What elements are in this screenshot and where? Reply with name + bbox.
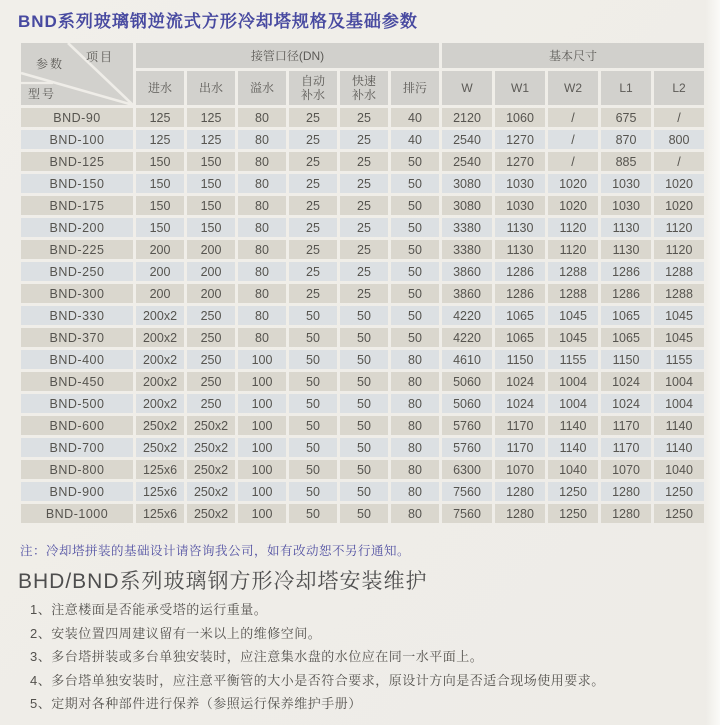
value-cell: 250x2 xyxy=(187,438,235,457)
value-cell: 5060 xyxy=(442,394,492,413)
value-cell: 80 xyxy=(238,262,286,281)
value-cell: 150 xyxy=(187,218,235,237)
model-cell: BND-800 xyxy=(21,460,133,479)
value-cell: 50 xyxy=(391,262,439,281)
value-cell: 1288 xyxy=(548,284,598,303)
list-item: 5、定期对各种部件进行保养（参照运行保养维护手册） xyxy=(30,696,362,711)
value-cell: 80 xyxy=(391,460,439,479)
value-cell: 1286 xyxy=(495,284,545,303)
model-cell: BND-700 xyxy=(21,438,133,457)
model-cell: BND-500 xyxy=(21,394,133,413)
list-item: 2、安装位置四周建议留有一米以上的维修空间。 xyxy=(30,625,322,641)
list-item: 4、多台塔单独安装时，应注意平衡管的大小是否符合要求，原设计方向是否适合现场使用要求。 xyxy=(30,672,605,688)
diagonal-header-cell xyxy=(21,43,133,105)
value-cell: 80 xyxy=(238,218,286,237)
value-cell: 1288 xyxy=(654,262,704,281)
value-cell: 1288 xyxy=(654,284,704,303)
value-cell: 7560 xyxy=(442,482,492,501)
value-cell: 1140 xyxy=(654,416,704,435)
value-cell: 100 xyxy=(238,350,286,369)
value-cell: 80 xyxy=(391,416,439,435)
value-cell: 200 xyxy=(187,240,235,259)
table-row xyxy=(21,328,704,347)
value-cell: 1140 xyxy=(548,438,598,457)
value-cell: 40 xyxy=(391,108,439,127)
value-cell: 1065 xyxy=(495,306,545,325)
section-title: BHD/BND系列玻璃钢方形冷却塔安装维护 xyxy=(18,570,428,593)
value-cell: 1004 xyxy=(548,394,598,413)
value-cell: 50 xyxy=(340,328,388,347)
value-cell: 1250 xyxy=(654,482,704,501)
value-cell: 1170 xyxy=(601,438,651,457)
value-cell: 50 xyxy=(340,438,388,457)
value-cell: 1004 xyxy=(654,372,704,391)
value-cell: 50 xyxy=(340,394,388,413)
value-cell: 1040 xyxy=(654,460,704,479)
value-cell: 1250 xyxy=(548,504,598,523)
value-cell: 250x2 xyxy=(187,482,235,501)
value-cell: 1045 xyxy=(654,306,704,325)
value-cell: 50 xyxy=(289,350,337,369)
value-cell: 1155 xyxy=(548,350,598,369)
value-cell: 1065 xyxy=(601,328,651,347)
value-cell: 50 xyxy=(391,306,439,325)
table-row xyxy=(21,306,704,325)
list-item: 3、多台塔拼装或多台单独安装时，应注意集水盘的水位应在同一水平面上。 xyxy=(30,649,484,664)
column-header: 自动补水 xyxy=(289,71,337,105)
value-cell: 25 xyxy=(340,152,388,171)
value-cell: 25 xyxy=(289,130,337,149)
value-cell: 1024 xyxy=(601,372,651,391)
list-item: 1、注意楼面是否能承受塔的运行重量。 xyxy=(30,602,268,617)
value-cell: 1170 xyxy=(495,416,545,435)
model-cell: BND-250 xyxy=(21,262,133,281)
value-cell: 3380 xyxy=(442,218,492,237)
value-cell: 50 xyxy=(340,504,388,523)
value-cell: 1120 xyxy=(654,218,704,237)
value-cell: 200x2 xyxy=(136,306,184,325)
value-cell: 1130 xyxy=(601,240,651,259)
table-row xyxy=(21,416,704,435)
table-row xyxy=(21,152,704,171)
value-cell: 1030 xyxy=(495,196,545,215)
value-cell: 80 xyxy=(238,328,286,347)
column-header: 溢水 xyxy=(238,71,286,105)
value-cell: 50 xyxy=(391,284,439,303)
value-cell: 80 xyxy=(391,372,439,391)
value-cell: 25 xyxy=(289,284,337,303)
value-cell: 150 xyxy=(136,196,184,215)
value-cell: 1065 xyxy=(601,306,651,325)
value-cell: 80 xyxy=(238,174,286,193)
value-cell: 50 xyxy=(289,394,337,413)
value-cell: 125x6 xyxy=(136,460,184,479)
value-cell: 1270 xyxy=(495,130,545,149)
column-header: 进水 xyxy=(136,71,184,105)
value-cell: 50 xyxy=(289,306,337,325)
value-cell: 2540 xyxy=(442,130,492,149)
value-cell: 3080 xyxy=(442,174,492,193)
table-row xyxy=(21,482,704,501)
value-cell: 50 xyxy=(289,328,337,347)
table-row xyxy=(21,218,704,237)
value-cell: 50 xyxy=(391,240,439,259)
value-cell: 1170 xyxy=(601,416,651,435)
column-header: 排污 xyxy=(391,71,439,105)
value-cell: 50 xyxy=(391,328,439,347)
value-cell: 250x2 xyxy=(187,504,235,523)
value-cell: 25 xyxy=(289,218,337,237)
model-cell: BND-370 xyxy=(21,328,133,347)
value-cell: 80 xyxy=(391,504,439,523)
value-cell: 5760 xyxy=(442,438,492,457)
page-edge-highlight xyxy=(706,0,720,725)
model-cell: BND-175 xyxy=(21,196,133,215)
value-cell: 250 xyxy=(187,306,235,325)
value-cell: 80 xyxy=(391,350,439,369)
spec-table xyxy=(18,40,707,526)
value-cell: 1280 xyxy=(495,482,545,501)
value-cell: 1150 xyxy=(495,350,545,369)
value-cell: 1280 xyxy=(601,482,651,501)
column-header: 快速补水 xyxy=(340,71,388,105)
value-cell: 6300 xyxy=(442,460,492,479)
value-cell: 80 xyxy=(391,438,439,457)
value-cell: 150 xyxy=(136,152,184,171)
value-cell: 50 xyxy=(391,174,439,193)
table-row xyxy=(21,284,704,303)
value-cell: / xyxy=(654,152,704,171)
column-header: 出水 xyxy=(187,71,235,105)
value-cell: 1045 xyxy=(548,328,598,347)
value-cell: 1070 xyxy=(495,460,545,479)
value-cell: 1045 xyxy=(654,328,704,347)
value-cell: 100 xyxy=(238,372,286,391)
value-cell: 25 xyxy=(340,218,388,237)
value-cell: 1286 xyxy=(601,284,651,303)
table-row xyxy=(21,460,704,479)
value-cell: 1120 xyxy=(548,218,598,237)
value-cell: 50 xyxy=(391,196,439,215)
value-cell: 1140 xyxy=(548,416,598,435)
model-cell: BND-330 xyxy=(21,306,133,325)
value-cell: 25 xyxy=(340,130,388,149)
value-cell: 3380 xyxy=(442,240,492,259)
value-cell: 200 xyxy=(136,240,184,259)
value-cell: 150 xyxy=(187,196,235,215)
value-cell: 1020 xyxy=(654,174,704,193)
value-cell: 200 xyxy=(136,262,184,281)
table-row xyxy=(21,240,704,259)
value-cell: 80 xyxy=(238,196,286,215)
diagonal-param-label: 参数 xyxy=(36,57,65,71)
value-cell: 1020 xyxy=(548,174,598,193)
value-cell: 50 xyxy=(289,416,337,435)
value-cell: 1030 xyxy=(601,196,651,215)
value-cell: / xyxy=(548,152,598,171)
value-cell: 1286 xyxy=(601,262,651,281)
value-cell: 1024 xyxy=(495,394,545,413)
value-cell: 250x2 xyxy=(136,416,184,435)
value-cell: 1040 xyxy=(548,460,598,479)
value-cell: 100 xyxy=(238,394,286,413)
model-cell: BND-900 xyxy=(21,482,133,501)
value-cell: 250 xyxy=(187,394,235,413)
spec-table-body xyxy=(21,108,704,523)
page-title: BND系列玻璃钢逆流式方形冷却塔规格及基础参数 xyxy=(18,12,418,31)
value-cell: 125x6 xyxy=(136,482,184,501)
value-cell: 200x2 xyxy=(136,328,184,347)
value-cell: 1045 xyxy=(548,306,598,325)
value-cell: 675 xyxy=(601,108,651,127)
value-cell: 1150 xyxy=(601,350,651,369)
value-cell: 1250 xyxy=(654,504,704,523)
value-cell: 50 xyxy=(340,416,388,435)
value-cell: 1155 xyxy=(654,350,704,369)
value-cell: 4220 xyxy=(442,306,492,325)
value-cell: 7560 xyxy=(442,504,492,523)
value-cell: 1280 xyxy=(495,504,545,523)
value-cell: 250 xyxy=(187,372,235,391)
value-cell: 25 xyxy=(340,262,388,281)
value-cell: 125 xyxy=(187,130,235,149)
value-cell: 25 xyxy=(289,262,337,281)
table-row xyxy=(21,174,704,193)
value-cell: 100 xyxy=(238,482,286,501)
value-cell: 1070 xyxy=(601,460,651,479)
value-cell: 25 xyxy=(340,108,388,127)
value-cell: 150 xyxy=(187,174,235,193)
value-cell: 200x2 xyxy=(136,394,184,413)
table-row xyxy=(21,394,704,413)
model-cell: BND-450 xyxy=(21,372,133,391)
value-cell: 250x2 xyxy=(136,438,184,457)
value-cell: 1020 xyxy=(548,196,598,215)
value-cell: 80 xyxy=(238,306,286,325)
value-cell: 25 xyxy=(289,240,337,259)
value-cell: 1120 xyxy=(548,240,598,259)
value-cell: 80 xyxy=(238,284,286,303)
value-cell: 50 xyxy=(289,438,337,457)
model-cell: BND-100 xyxy=(21,130,133,149)
value-cell: 80 xyxy=(238,152,286,171)
value-cell: 3860 xyxy=(442,284,492,303)
value-cell: 1130 xyxy=(495,218,545,237)
value-cell: 200x2 xyxy=(136,372,184,391)
value-cell: 4610 xyxy=(442,350,492,369)
value-cell: 1270 xyxy=(495,152,545,171)
value-cell: 150 xyxy=(136,218,184,237)
value-cell: 2120 xyxy=(442,108,492,127)
diagonal-model-label: 型号 xyxy=(28,87,57,101)
value-cell: 125 xyxy=(187,108,235,127)
value-cell: 4220 xyxy=(442,328,492,347)
value-cell: 5760 xyxy=(442,416,492,435)
value-cell: 50 xyxy=(340,460,388,479)
value-cell: 50 xyxy=(289,460,337,479)
value-cell: 150 xyxy=(187,152,235,171)
model-cell: BND-600 xyxy=(21,416,133,435)
value-cell: 1024 xyxy=(495,372,545,391)
value-cell: 50 xyxy=(391,218,439,237)
value-cell: 1120 xyxy=(654,240,704,259)
model-cell: BND-300 xyxy=(21,284,133,303)
value-cell: 25 xyxy=(340,174,388,193)
value-cell: 25 xyxy=(289,174,337,193)
value-cell: 870 xyxy=(601,130,651,149)
group-header-row xyxy=(21,43,704,68)
value-cell: 1060 xyxy=(495,108,545,127)
table-row xyxy=(21,504,704,523)
value-cell: 5060 xyxy=(442,372,492,391)
value-cell: 3860 xyxy=(442,262,492,281)
column-header: W2 xyxy=(548,71,598,105)
value-cell: 250x2 xyxy=(187,460,235,479)
value-cell: 50 xyxy=(340,350,388,369)
value-cell: 50 xyxy=(340,372,388,391)
group-header-basic-dimensions: 基本尺寸 xyxy=(442,43,704,68)
value-cell: 1288 xyxy=(548,262,598,281)
value-cell: 250x2 xyxy=(187,416,235,435)
value-cell: 1024 xyxy=(601,394,651,413)
model-cell: BND-1000 xyxy=(21,504,133,523)
value-cell: 25 xyxy=(289,108,337,127)
value-cell: / xyxy=(548,108,598,127)
value-cell: 250 xyxy=(187,350,235,369)
value-cell: 1065 xyxy=(495,328,545,347)
value-cell: 150 xyxy=(136,174,184,193)
value-cell: 50 xyxy=(289,482,337,501)
value-cell: 80 xyxy=(391,482,439,501)
value-cell: 100 xyxy=(238,438,286,457)
value-cell: 1170 xyxy=(495,438,545,457)
value-cell: 2540 xyxy=(442,152,492,171)
model-cell: BND-150 xyxy=(21,174,133,193)
value-cell: 1286 xyxy=(495,262,545,281)
table-row xyxy=(21,108,704,127)
value-cell: 125 xyxy=(136,108,184,127)
value-cell: 125 xyxy=(136,130,184,149)
value-cell: 100 xyxy=(238,504,286,523)
value-cell: 1130 xyxy=(495,240,545,259)
value-cell: 885 xyxy=(601,152,651,171)
value-cell: 125x6 xyxy=(136,504,184,523)
install-list xyxy=(30,598,605,716)
footnote: 注：冷却塔拼装的基础设计请咨询我公司，如有改动恕不另行通知。 xyxy=(20,544,411,558)
value-cell: 1020 xyxy=(654,196,704,215)
column-header: W xyxy=(442,71,492,105)
value-cell: 1030 xyxy=(495,174,545,193)
value-cell: 200 xyxy=(187,284,235,303)
value-cell: 200x2 xyxy=(136,350,184,369)
value-cell: / xyxy=(548,130,598,149)
value-cell: 50 xyxy=(289,504,337,523)
value-cell: 100 xyxy=(238,416,286,435)
group-header-pipe-diameter: 接管口径(DN) xyxy=(136,43,439,68)
column-header: W1 xyxy=(495,71,545,105)
column-header: L1 xyxy=(601,71,651,105)
value-cell: 1030 xyxy=(601,174,651,193)
value-cell: 250 xyxy=(187,328,235,347)
model-cell: BND-400 xyxy=(21,350,133,369)
value-cell: 25 xyxy=(340,196,388,215)
value-cell: 50 xyxy=(340,482,388,501)
value-cell: 1130 xyxy=(601,218,651,237)
model-cell: BND-200 xyxy=(21,218,133,237)
value-cell: 50 xyxy=(289,372,337,391)
value-cell: 1140 xyxy=(654,438,704,457)
model-cell: BND-90 xyxy=(21,108,133,127)
value-cell: 25 xyxy=(340,284,388,303)
value-cell: 80 xyxy=(391,394,439,413)
value-cell: 80 xyxy=(238,240,286,259)
value-cell: 80 xyxy=(238,130,286,149)
value-cell: 1004 xyxy=(548,372,598,391)
table-row xyxy=(21,372,704,391)
model-cell: BND-125 xyxy=(21,152,133,171)
value-cell: 25 xyxy=(289,196,337,215)
value-cell: 200 xyxy=(136,284,184,303)
table-row xyxy=(21,196,704,215)
diagonal-item-label: 项目 xyxy=(86,50,115,64)
value-cell: 1250 xyxy=(548,482,598,501)
value-cell: / xyxy=(654,108,704,127)
value-cell: 25 xyxy=(340,240,388,259)
value-cell: 80 xyxy=(238,108,286,127)
table-row xyxy=(21,438,704,457)
value-cell: 40 xyxy=(391,130,439,149)
value-cell: 100 xyxy=(238,460,286,479)
table-row xyxy=(21,262,704,281)
value-cell: 200 xyxy=(187,262,235,281)
value-cell: 25 xyxy=(289,152,337,171)
value-cell: 1004 xyxy=(654,394,704,413)
value-cell: 3080 xyxy=(442,196,492,215)
table-row xyxy=(21,130,704,149)
value-cell: 800 xyxy=(654,130,704,149)
value-cell: 50 xyxy=(340,306,388,325)
value-cell: 1280 xyxy=(601,504,651,523)
table-row xyxy=(21,350,704,369)
model-cell: BND-225 xyxy=(21,240,133,259)
value-cell: 50 xyxy=(391,152,439,171)
column-header: L2 xyxy=(654,71,704,105)
